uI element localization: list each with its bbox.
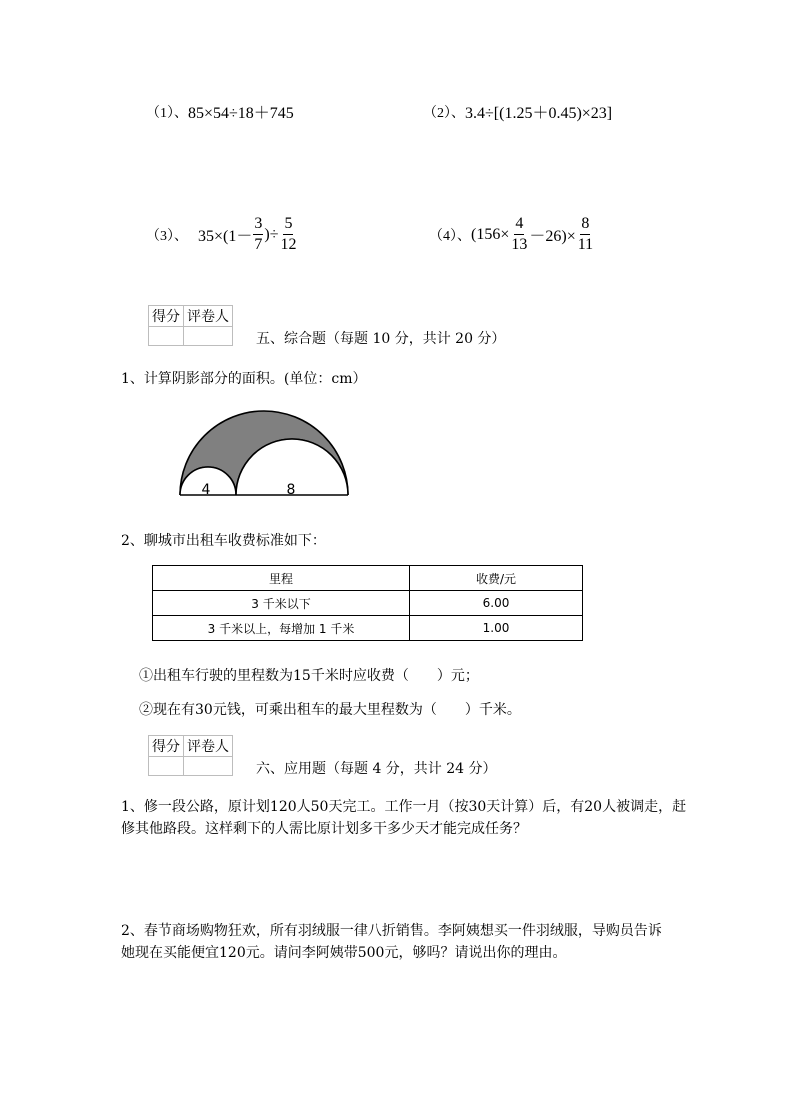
fraction-denominator: 11 [577, 236, 594, 253]
section-6-question-1-line-2: 修其他路段。这样剩下的人需比原计划多干多少天才能完成任务？ [121, 821, 527, 837]
section-5-question-2: 2、聊城市出租车收费标准如下： [121, 533, 326, 549]
problem-4-fraction-2 [577, 216, 594, 253]
problem-2-label: （2）、 [423, 105, 465, 121]
fraction-numerator: 8 [580, 216, 590, 235]
table-header-distance: 里程 [153, 566, 410, 591]
problem-2 [423, 100, 612, 123]
problem-4-expr-start: (156× [471, 225, 510, 243]
problem-2-expression: 3.4÷[(1.25＋0.45)×23] [465, 105, 613, 122]
fare-table [152, 565, 583, 641]
problem-3-expr-mid: )÷ [264, 225, 279, 243]
table-cell: 3 千米以上，每增加 1 千米 [153, 616, 410, 641]
sub-question-2: ②现在有30元钱，可乘出租车的最大里程数为（ ）千米。 [139, 702, 521, 718]
grader-cell [184, 327, 233, 346]
table-row [153, 591, 583, 616]
fraction-denominator: 13 [511, 236, 528, 253]
fraction-numerator: 3 [253, 216, 263, 235]
sub-question-1: ①出租车行驶的里程数为15千米时应收费（ ）元； [139, 668, 479, 684]
score-box-section-5 [148, 305, 233, 346]
table-cell: 3 千米以下 [153, 591, 410, 616]
problem-1-label: （1）、 [146, 105, 188, 121]
problem-4-label: （4）、 [429, 228, 471, 244]
table-header-fare: 收费/元 [410, 566, 583, 591]
score-cell [149, 327, 184, 346]
problem-3 [146, 216, 298, 253]
problem-3-label: （3）、 [146, 228, 188, 244]
problem-4 [429, 216, 595, 253]
problem-1 [146, 100, 294, 123]
shaded-area-figure [170, 392, 360, 502]
section-6-title: 六、应用题（每题 4 分，共计 24 分） [256, 761, 497, 777]
score-box-section-6 [148, 735, 233, 776]
fraction-denominator: 7 [254, 236, 263, 253]
score-cell [149, 757, 184, 776]
grader-header: 评卷人 [184, 736, 233, 757]
section-5-question-1: 1、计算阴影部分的面积。(单位：cm） [121, 371, 367, 387]
score-header: 得分 [149, 306, 184, 327]
small-diameter-label: 4 [201, 482, 211, 498]
table-cell: 6.00 [410, 591, 583, 616]
table-cell: 1.00 [410, 616, 583, 641]
grader-cell [184, 757, 233, 776]
section-6-question-1-line-1: 1、修一段公路，原计划120人50天完工。工作一月（按30天计算）后，有20人被调走，赶 [121, 799, 687, 815]
problem-3-fraction-1 [253, 216, 263, 253]
problem-3-expr-start: 35×(1－ [198, 228, 253, 245]
section-6-question-2-line-2: 她现在买能便宜120元。请问李阿姨带500元，够吗？请说出你的理由。 [121, 945, 567, 961]
fraction-numerator: 5 [283, 216, 293, 235]
problem-3-fraction-2 [279, 216, 297, 253]
problem-4-fraction-1 [510, 216, 528, 253]
large-diameter-label: 8 [286, 482, 296, 498]
section-6-question-2-line-1: 2、春节商场购物狂欢，所有羽绒服一律八折销售。李阿姨想买一件羽绒服，导购员告诉 [121, 923, 662, 939]
section-5-title: 五、综合题（每题 10 分，共计 20 分） [256, 331, 506, 347]
grader-header: 评卷人 [184, 306, 233, 327]
problem-1-expression: 85×54÷18＋745 [188, 105, 294, 122]
score-header: 得分 [149, 736, 184, 757]
fraction-denominator: 12 [280, 236, 297, 253]
fraction-numerator: 4 [514, 216, 524, 235]
table-header-row [153, 566, 583, 591]
problem-4-expr-mid: －26)× [529, 228, 576, 245]
table-row [153, 616, 583, 641]
